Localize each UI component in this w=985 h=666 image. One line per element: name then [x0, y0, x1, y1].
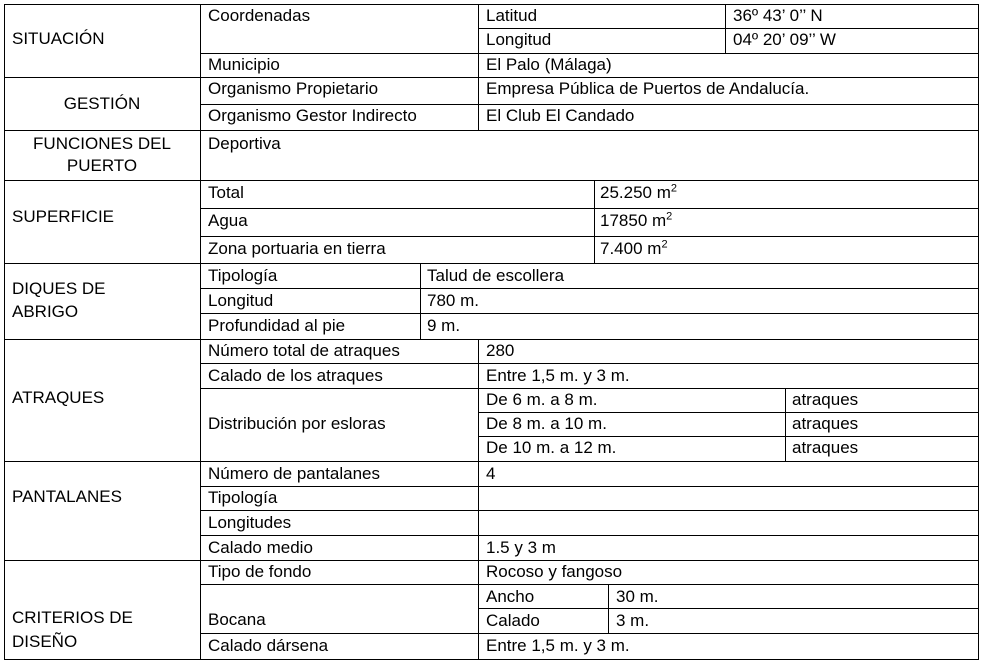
longitudes-label: Longitudes	[208, 513, 292, 532]
longitud-value: 04º 20’ 09’’ W	[733, 30, 836, 49]
calado-atraques-value: Entre 1,5 m. y 3 m.	[486, 366, 630, 385]
gestor-label: Organismo Gestor Indirecto	[208, 106, 417, 125]
zona-value: 7.400 $m^2$	[600, 238, 668, 258]
propietario-value: Empresa Pública de Puertos de Andalucía.	[486, 79, 810, 98]
municipio-value: El Palo (Málaga)	[486, 55, 612, 74]
ancho-value: 30 m.	[616, 587, 659, 606]
section-label-diques-line2: ABRIGO	[12, 302, 79, 321]
dique-longitud-label: Longitud	[208, 291, 274, 310]
rango-3-unidad: atraques	[792, 438, 859, 457]
calado-medio-label: Calado medio	[208, 538, 313, 557]
numero-pantalanes-label: Número de pantalanes	[208, 464, 381, 483]
agua-label: Agua	[208, 211, 248, 230]
latitud-value: 36º 43’ 0’’ N	[733, 6, 823, 25]
profundidad-label: Profundidad al pie	[208, 316, 346, 335]
total-value: 25.250 $m^2$	[600, 182, 678, 202]
section-label-funciones-line1: FUNCIONES DEL	[33, 134, 171, 153]
latitud-label: Latitud	[486, 6, 538, 25]
longitud-label: Longitud	[486, 30, 552, 49]
gestor-value: El Club El Candado	[486, 106, 635, 125]
rango-2: De 8 m. a 10 m.	[486, 414, 607, 433]
darsena-value: Entre 1,5 m. y 3 m.	[486, 636, 630, 655]
tipologia-label: Tipología	[208, 266, 278, 285]
bocana-label: Bocana	[208, 610, 266, 629]
bocana-calado-value: 3 m.	[616, 611, 650, 630]
fondo-label: Tipo de fondo	[208, 562, 312, 581]
fondo-value: Rocoso y fangoso	[486, 562, 623, 581]
distribucion-label: Distribución por esloras	[208, 414, 386, 433]
municipio-label: Municipio	[208, 55, 280, 74]
rango-3: De 10 m. a 12 m.	[486, 438, 617, 457]
section-label-criterios-line2: DISEÑO	[12, 632, 78, 651]
section-label-superficie: SUPERFICIE	[12, 207, 115, 226]
agua-value: 17850 $m^2$	[600, 210, 673, 230]
darsena-label: Calado dársena	[208, 636, 329, 655]
numero-pantalanes-value: 4	[486, 464, 496, 483]
section-label-gestion: GESTIÓN	[63, 94, 141, 113]
ancho-label: Ancho	[486, 587, 535, 606]
propietario-label: Organismo Propietario	[208, 79, 379, 98]
section-label-criterios-line1: CRITERIOS DE	[12, 608, 133, 627]
calado-atraques-label: Calado de los atraques	[208, 366, 383, 385]
rango-2-unidad: atraques	[792, 414, 859, 433]
section-label-diques-line1: DIQUES DE	[12, 279, 106, 298]
pantalanes-tipologia-label: Tipología	[208, 488, 278, 507]
zona-label: Zona portuaria en tierra	[208, 239, 386, 258]
rango-1: De 6 m. a 8 m.	[486, 390, 598, 409]
bocana-calado-label: Calado	[486, 611, 540, 630]
funciones-value: Deportiva	[208, 134, 281, 153]
section-label-funciones-line2: PUERTO	[66, 156, 138, 175]
section-label-pantalanes: PANTALANES	[12, 487, 122, 506]
numero-atraques-value: 280	[486, 341, 515, 360]
tipologia-value: Talud de escollera	[427, 266, 565, 285]
section-label-atraques: ATRAQUES	[12, 388, 105, 407]
calado-medio-value: 1.5 y 3 m	[486, 538, 556, 557]
profundidad-value: 9 m.	[427, 316, 461, 335]
dique-longitud-value: 780 m.	[427, 291, 479, 310]
numero-atraques-label: Número total de atraques	[208, 341, 400, 360]
section-label-situacion: SITUACIÓN	[12, 29, 105, 48]
total-label: Total	[208, 183, 244, 202]
rango-1-unidad: atraques	[792, 390, 859, 409]
coordenadas-label: Coordenadas	[208, 6, 311, 25]
